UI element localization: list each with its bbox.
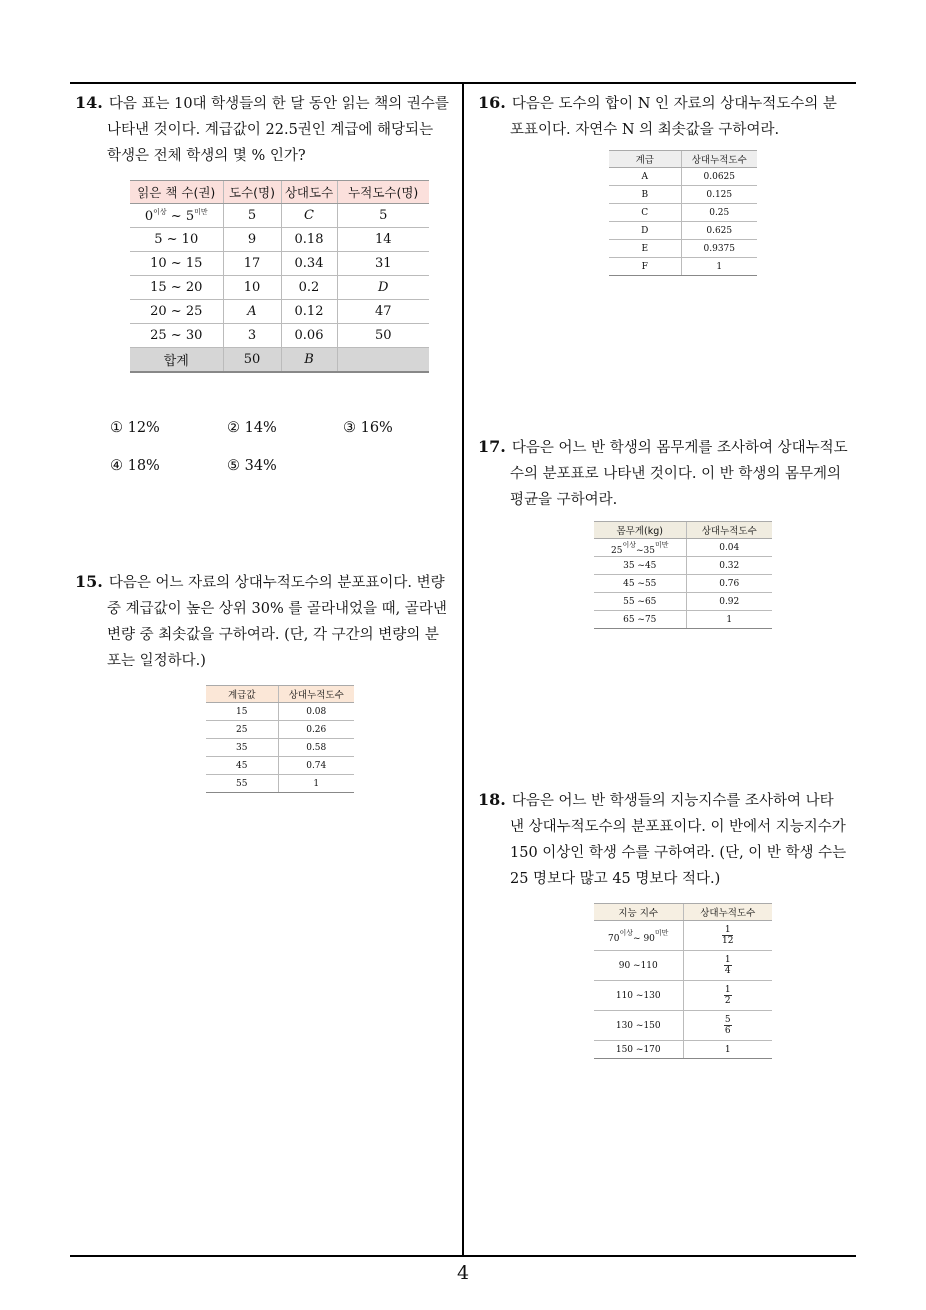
frequency-table bbox=[130, 180, 429, 373]
cell: 110 ~130 bbox=[594, 981, 683, 1011]
fraction: $\frac{1}{2}$ bbox=[724, 985, 731, 1006]
cell: 55 bbox=[206, 775, 278, 793]
table-header-row bbox=[130, 181, 429, 204]
question-text-line: 수의 분포표로 나타낸 것이다. 이 반 학생의 몸무게의 bbox=[510, 466, 842, 482]
header-cell: 상대도수 bbox=[281, 181, 337, 204]
question-text-line: 포표이다. 자연수 N 의 최솟값을 구하여라. bbox=[510, 122, 780, 138]
table-row bbox=[609, 186, 757, 204]
fraction-cell bbox=[683, 921, 772, 951]
cell: 90 ~110 bbox=[594, 951, 683, 981]
fraction: $\frac{1}{4}$ bbox=[724, 955, 731, 976]
table-row bbox=[594, 951, 772, 981]
table-row bbox=[609, 168, 757, 186]
fraction-cell bbox=[683, 1011, 772, 1041]
iq-table bbox=[594, 903, 772, 1059]
cell: 35 ~45 bbox=[594, 557, 686, 575]
question-text-line: 중 계급값이 높은 상위 30% 를 골라내었을 때, 골라낸 bbox=[107, 601, 447, 617]
cell: 0.25 bbox=[681, 204, 757, 222]
question-text-line: 나타낸 것이다. 계급값이 22.5권인 계급에 해당되는 bbox=[107, 122, 434, 138]
question-text-line: 다음은 어느 자료의 상대누적도수의 분포표이다. 변량 bbox=[108, 575, 445, 591]
fraction-cell bbox=[683, 951, 772, 981]
table-row bbox=[609, 222, 757, 240]
cell: 9 bbox=[223, 228, 281, 252]
cumulative-table-16 bbox=[609, 150, 757, 276]
fraction: $\frac{5}{6}$ bbox=[724, 1015, 731, 1036]
cell: 55 ~65 bbox=[594, 593, 686, 611]
table-header-row bbox=[609, 151, 757, 168]
table-row bbox=[609, 258, 757, 276]
cell: 0.04 bbox=[686, 539, 772, 557]
question-number: 15. bbox=[75, 572, 103, 591]
question-16 bbox=[478, 90, 863, 143]
table-row bbox=[594, 593, 772, 611]
cell: 3 bbox=[223, 324, 281, 348]
table-row bbox=[206, 757, 354, 775]
cell: 31 bbox=[337, 252, 429, 276]
cell: 1 bbox=[683, 1041, 772, 1059]
question-number: 14. bbox=[75, 93, 103, 112]
cell: 25 ~ 30 bbox=[130, 324, 223, 348]
option-2[interactable]: ② 14% bbox=[227, 420, 277, 436]
cell: 65 ~75 bbox=[594, 611, 686, 629]
header-cell: 상대누적도수 bbox=[686, 522, 772, 539]
question-text-line: 다음은 도수의 합이 N 인 자료의 상대누적도수의 분 bbox=[511, 96, 837, 112]
cell: 20 ~ 25 bbox=[130, 300, 223, 324]
fraction: $\frac{1}{12}$ bbox=[722, 925, 734, 946]
option-4[interactable]: ④ 18% bbox=[110, 458, 160, 474]
cell: C bbox=[281, 204, 337, 228]
cell: 0.76 bbox=[686, 575, 772, 593]
cell: 5 ~ 10 bbox=[130, 228, 223, 252]
cell: C bbox=[609, 204, 681, 222]
fraction-cell bbox=[683, 981, 772, 1011]
cell: A bbox=[223, 300, 281, 324]
table-header-row bbox=[594, 904, 772, 921]
header-cell: 계급값 bbox=[206, 686, 278, 703]
option-3[interactable]: ③ 16% bbox=[343, 420, 393, 436]
header-cell: 지능 지수 bbox=[594, 904, 683, 921]
question-text-line: 변량 중 최솟값을 구하여라. (단, 각 구간의 변량의 분 bbox=[107, 627, 439, 643]
cell: 0.625 bbox=[681, 222, 757, 240]
header-cell: 읽은 책 수(권) bbox=[130, 181, 223, 204]
cell: 50 bbox=[337, 324, 429, 348]
range-cell: $0^{이상}$ ~ $5^{미만}$ bbox=[130, 204, 223, 228]
question-text-line: 다음 표는 10대 학생들의 한 달 동안 읽는 책의 권수를 bbox=[108, 96, 449, 112]
header-cell: 상대누적도수 bbox=[683, 904, 772, 921]
cell: 47 bbox=[337, 300, 429, 324]
question-text-line: 낸 상대누적도수의 분포표이다. 이 반에서 지능지수가 bbox=[510, 819, 846, 835]
table-row bbox=[594, 921, 772, 951]
cell: 0.92 bbox=[686, 593, 772, 611]
header-cell: 몸무게(kg) bbox=[594, 522, 686, 539]
cell: 1 bbox=[681, 258, 757, 276]
table-row bbox=[594, 539, 772, 557]
cell: B bbox=[609, 186, 681, 204]
cell: 0.125 bbox=[681, 186, 757, 204]
table-row bbox=[594, 557, 772, 575]
table-row bbox=[594, 1041, 772, 1059]
cell: 0.58 bbox=[278, 739, 354, 757]
cell: 130 ~150 bbox=[594, 1011, 683, 1041]
cell: 1 bbox=[686, 611, 772, 629]
cell: 10 ~ 15 bbox=[130, 252, 223, 276]
question-18 bbox=[478, 787, 863, 892]
question-text-line: 평균을 구하여라. bbox=[510, 492, 618, 508]
header-cell: 도수(명) bbox=[223, 181, 281, 204]
cell: 0.74 bbox=[278, 757, 354, 775]
cell: 0.12 bbox=[281, 300, 337, 324]
cell: 0.2 bbox=[281, 276, 337, 300]
cell: D bbox=[337, 276, 429, 300]
cell: 14 bbox=[337, 228, 429, 252]
table-row bbox=[206, 739, 354, 757]
table-row bbox=[206, 721, 354, 739]
table-header-row bbox=[594, 522, 772, 539]
cell: 합계 bbox=[130, 348, 223, 373]
table-row bbox=[609, 240, 757, 258]
cell: 5 bbox=[223, 204, 281, 228]
question-text-line: 다음은 어느 반 학생의 몸무게를 조사하여 상대누적도 bbox=[511, 440, 848, 456]
cell: 0.26 bbox=[278, 721, 354, 739]
cell: 0.34 bbox=[281, 252, 337, 276]
cell: 10 bbox=[223, 276, 281, 300]
cell: 45 bbox=[206, 757, 278, 775]
header-cell: 상대누적도수 bbox=[278, 686, 354, 703]
page-number: 4 bbox=[456, 1262, 470, 1284]
cell: 25 bbox=[206, 721, 278, 739]
bottom-rule bbox=[70, 1255, 856, 1257]
cell: 5 bbox=[337, 204, 429, 228]
table-row bbox=[206, 775, 354, 793]
cell: A bbox=[609, 168, 681, 186]
question-number: 18. bbox=[478, 790, 506, 809]
cell: 35 bbox=[206, 739, 278, 757]
question-number: 16. bbox=[478, 93, 506, 112]
cell: F bbox=[609, 258, 681, 276]
option-5[interactable]: ⑤ 34% bbox=[227, 458, 277, 474]
range-cell: $25^{이상}\sim 35^{미만}$ bbox=[594, 539, 686, 557]
question-text-line: 25 명보다 많고 45 명보다 적다.) bbox=[510, 871, 721, 887]
question-number: 17. bbox=[478, 437, 506, 456]
cell: 15 ~ 20 bbox=[130, 276, 223, 300]
cell: 0.18 bbox=[281, 228, 337, 252]
cell: 1 bbox=[278, 775, 354, 793]
table-row bbox=[594, 611, 772, 629]
table-row bbox=[206, 703, 354, 721]
question-17 bbox=[478, 434, 863, 513]
column-divider bbox=[462, 82, 464, 1256]
question-text-line: 150 이상인 학생 수를 구하여라. (단, 이 반 학생 수는 bbox=[510, 845, 847, 861]
cumulative-table-15 bbox=[206, 685, 354, 793]
question-text-line: 학생은 전체 학생의 몇 % 인가? bbox=[107, 148, 306, 164]
cell: 15 bbox=[206, 703, 278, 721]
cell: 45 ~55 bbox=[594, 575, 686, 593]
header-cell: 계급 bbox=[609, 151, 681, 168]
table-row bbox=[609, 204, 757, 222]
header-cell: 누적도수(명) bbox=[337, 181, 429, 204]
cell: 50 bbox=[223, 348, 281, 373]
question-text-line: 다음은 어느 반 학생들의 지능지수를 조사하여 나타 bbox=[511, 793, 834, 809]
table-row bbox=[594, 1011, 772, 1041]
table-row bbox=[594, 575, 772, 593]
header-cell: 상대누적도수 bbox=[681, 151, 757, 168]
option-1[interactable]: ① 12% bbox=[110, 420, 160, 436]
table-row bbox=[130, 276, 429, 300]
table-row bbox=[130, 300, 429, 324]
table-row bbox=[130, 324, 429, 348]
cell: D bbox=[609, 222, 681, 240]
range-cell: $70^{이상}\sim$ $90^{미만}$ bbox=[594, 921, 683, 951]
table-header-row bbox=[206, 686, 354, 703]
cell: 0.32 bbox=[686, 557, 772, 575]
weight-table bbox=[594, 521, 772, 629]
cell: B bbox=[281, 348, 337, 373]
cell bbox=[337, 348, 429, 373]
question-15 bbox=[75, 569, 460, 674]
cell: 150 ~170 bbox=[594, 1041, 683, 1059]
table-row bbox=[130, 228, 429, 252]
question-14 bbox=[75, 90, 460, 169]
cell: 0.0625 bbox=[681, 168, 757, 186]
table-row bbox=[130, 252, 429, 276]
question-text-line: 포는 일정하다.) bbox=[107, 653, 206, 669]
sum-row bbox=[130, 348, 429, 373]
cell: 0.9375 bbox=[681, 240, 757, 258]
cell: 17 bbox=[223, 252, 281, 276]
cell: 0.08 bbox=[278, 703, 354, 721]
cell: E bbox=[609, 240, 681, 258]
cell: 0.06 bbox=[281, 324, 337, 348]
table-row bbox=[130, 204, 429, 228]
table-row bbox=[594, 981, 772, 1011]
